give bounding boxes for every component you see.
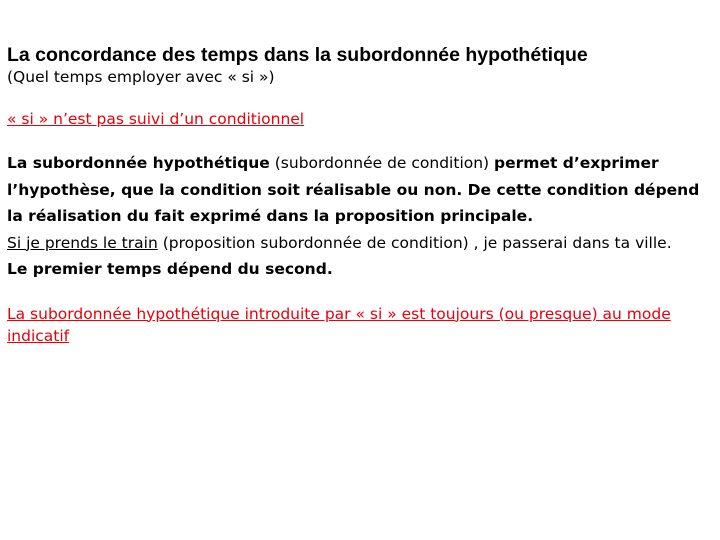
slide-content	[7, 44, 717, 347]
rule-heading: « si » n’est pas suivi d’un conditionnel	[7, 110, 305, 128]
conclusion-sentence: La subordonnée hypothétique introduite par « si » est toujours (ou presque) au mode indicatif	[7, 304, 671, 345]
dependency-sentence: Le premier temps dépend du second.	[7, 260, 333, 278]
definition-paragraph	[7, 150, 717, 230]
spacer	[7, 283, 717, 303]
definition-rest: permet d’exprimer l’hypothèse, que la condition soit réalisable ou non. De cette condition dépend la réalisation du fait exprimé dans la proposition principale.	[7, 154, 700, 225]
spacer	[7, 130, 717, 150]
definition-aside: (subordonnée de condition)	[269, 154, 495, 172]
example-paragraph	[7, 230, 717, 257]
example-clause: Si je prends le train	[7, 233, 158, 252]
slide-title: La concordance des temps dans la subordonnée hypothétique	[7, 44, 588, 66]
definition-term: La subordonnée hypothétique	[7, 154, 270, 172]
slide-subtitle: (Quel temps employer avec « si »)	[7, 68, 275, 86]
spacer	[7, 88, 717, 108]
example-note: (proposition subordonnée de condition) , je passerai dans ta ville.	[157, 233, 672, 252]
